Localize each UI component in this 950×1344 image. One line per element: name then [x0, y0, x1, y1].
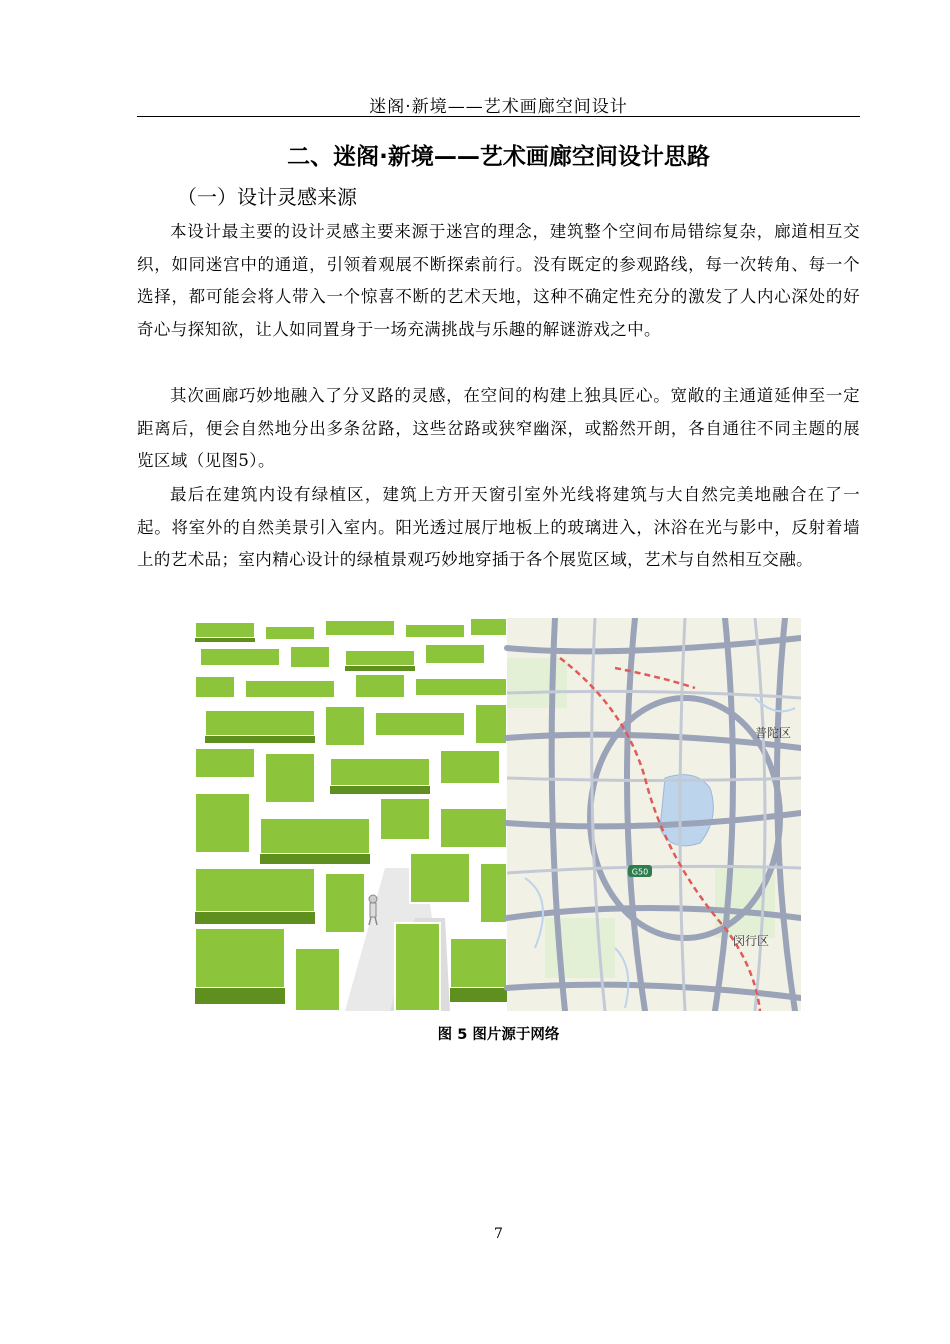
figure-5-image — [195, 618, 801, 1011]
city-map — [507, 618, 801, 1011]
running-header: 迷阁·新境——艺术画廊空间设计 — [369, 97, 628, 117]
highway-shield-g50 — [628, 865, 652, 877]
highway-shield-label: G50 — [631, 867, 649, 877]
map-label-putuo: 普陀区 — [755, 726, 792, 740]
paragraph-3: 最后在建筑内设有绿植区，建筑上方开天窗引室外光线将建筑与大自然完美地融合在了一起。将室外的自然美景引入室内。阳光透过展厅地板上的玻璃进入，沐浴在光与影中，反射着墙上的艺术品；室内精心设计的绿植景观巧妙地穿插于各个展览区域，艺术与自然相互交融。 — [137, 485, 860, 570]
maze-illustration — [195, 618, 507, 1011]
paragraph-1: 本设计最主要的设计灵感主要来源于迷宫的理念，建筑整个空间布局错综复杂，廊道相互交织，如同迷宫中的通道，引领着观展不断探索前行。没有既定的参观路线，每一次转角、每一个选择，都可能会将人带入一个惊喜不断的艺术天地，这种不确定性充分的激发了人内心深处的好奇心与探知欲，让人如同置身于一场充满挑战与乐趣的解谜游戏之中。 — [137, 222, 860, 339]
subsection-title: （一）设计灵感来源 — [177, 185, 357, 209]
paragraph-2: 其次画廊巧妙地融入了分叉路的灵感，在空间的构建上独具匠心。宽敞的主通道延伸至一定距离后，便会自然地分出多条岔路，这些岔路或狭窄幽深，或豁然开朗，各自通往不同主题的展览区域（见图5）。 — [137, 386, 860, 471]
paragraph-1-block — [137, 216, 860, 346]
map-label-minhang: 闵行区 — [733, 934, 770, 948]
header-rule — [137, 116, 860, 117]
paragraph-2-block — [137, 380, 860, 478]
section-title: 二、迷阁·新境——艺术画廊空间设计思路 — [287, 144, 710, 170]
figure-5 — [195, 618, 801, 1011]
page-number: 7 — [494, 1226, 503, 1242]
figure-caption: 图 5 图片源于网络 — [437, 1027, 560, 1043]
paragraph-3-block — [137, 479, 860, 577]
